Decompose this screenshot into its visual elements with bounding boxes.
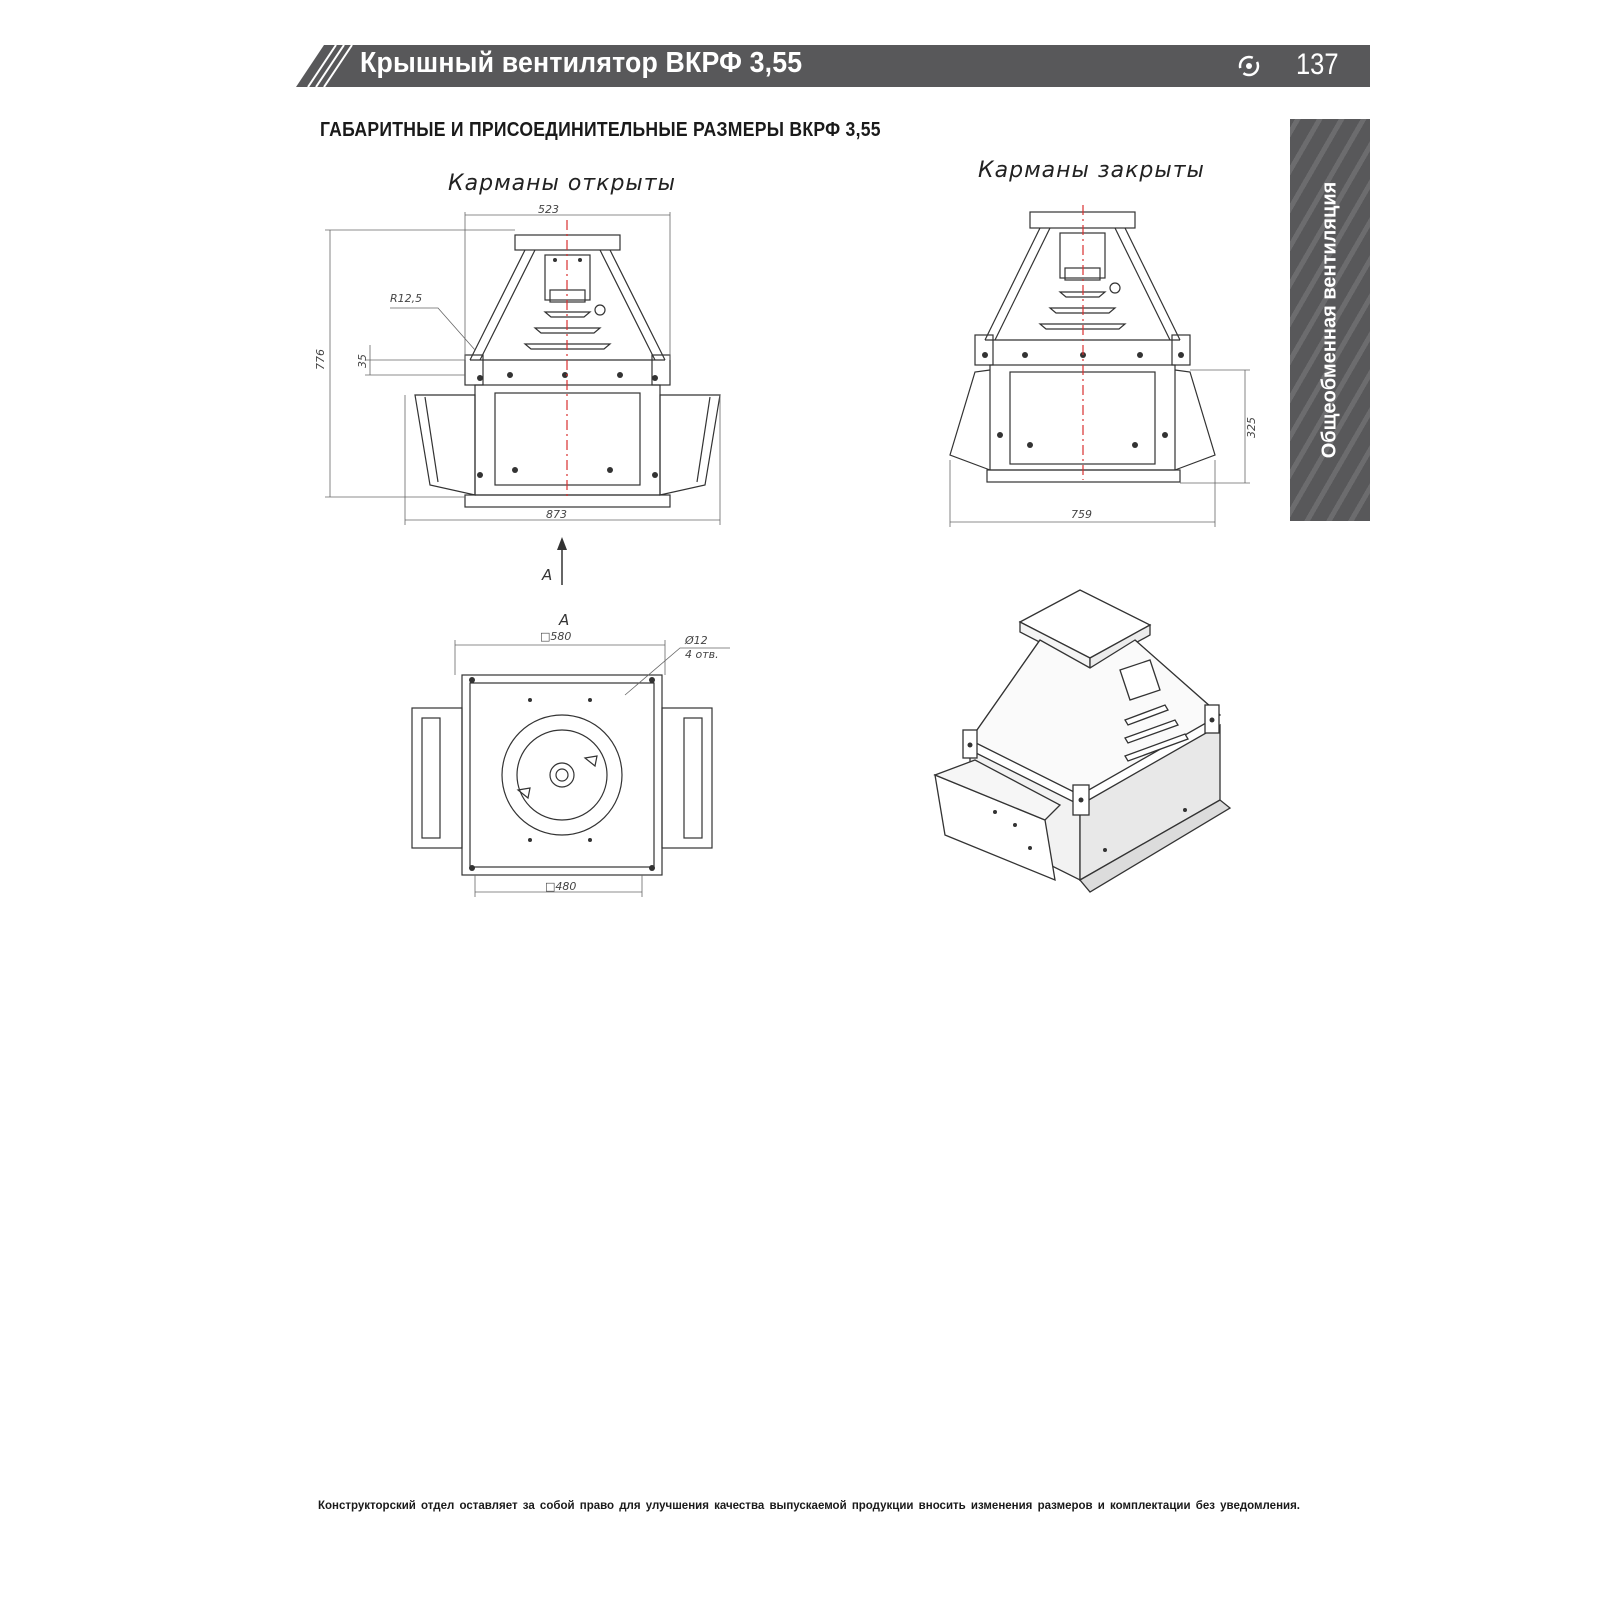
dim-flange: 35 bbox=[356, 354, 369, 368]
caption-pockets-open: Карманы открыты bbox=[448, 171, 676, 196]
dim-radius: R12,5 bbox=[390, 292, 423, 305]
dim-width-top: 523 bbox=[538, 203, 559, 216]
dim-height-lower: 325 bbox=[1245, 417, 1258, 438]
dim-inner-square: □480 bbox=[545, 880, 577, 893]
drawing-isometric bbox=[935, 580, 1275, 940]
dim-hole-count: 4 отв. bbox=[685, 648, 719, 661]
footer-note: Конструкторский отдел оставляет за собой право для улучшения качества выпускаемой продукции вносить изменения размеров и комплектации без уведомления. bbox=[318, 1500, 1300, 1512]
caption-pockets-closed: Карманы закрыты bbox=[978, 158, 1205, 183]
page-title: Крышный вентилятор ВКРФ 3,55 bbox=[360, 47, 803, 79]
section-heading: ГАБАРИТНЫЕ И ПРИСОЕДИНИТЕЛЬНЫЕ РАЗМЕРЫ ВКРФ 3,55 bbox=[320, 119, 881, 141]
dim-height-total: 776 bbox=[314, 349, 327, 370]
side-tab-label: Общеобменная вентиляция bbox=[1318, 181, 1341, 459]
dim-width-total: 873 bbox=[546, 508, 567, 521]
header-bar bbox=[296, 45, 1370, 87]
dim-outer-square: □580 bbox=[540, 630, 572, 643]
drawing-bottom-view bbox=[400, 600, 760, 920]
side-tab bbox=[1290, 119, 1370, 521]
swirl-icon bbox=[1238, 55, 1260, 77]
dim-hole-diameter: Ø12 bbox=[685, 634, 708, 647]
dim-width-closed: 759 bbox=[1071, 508, 1092, 521]
header-stripes-decoration bbox=[296, 45, 356, 87]
drawing-pockets-closed bbox=[945, 200, 1285, 540]
drawing-pockets-open bbox=[310, 200, 740, 600]
bottom-view-label: А bbox=[559, 611, 570, 629]
view-arrow-label: А bbox=[542, 566, 553, 584]
page-number: 137 bbox=[1296, 48, 1339, 81]
